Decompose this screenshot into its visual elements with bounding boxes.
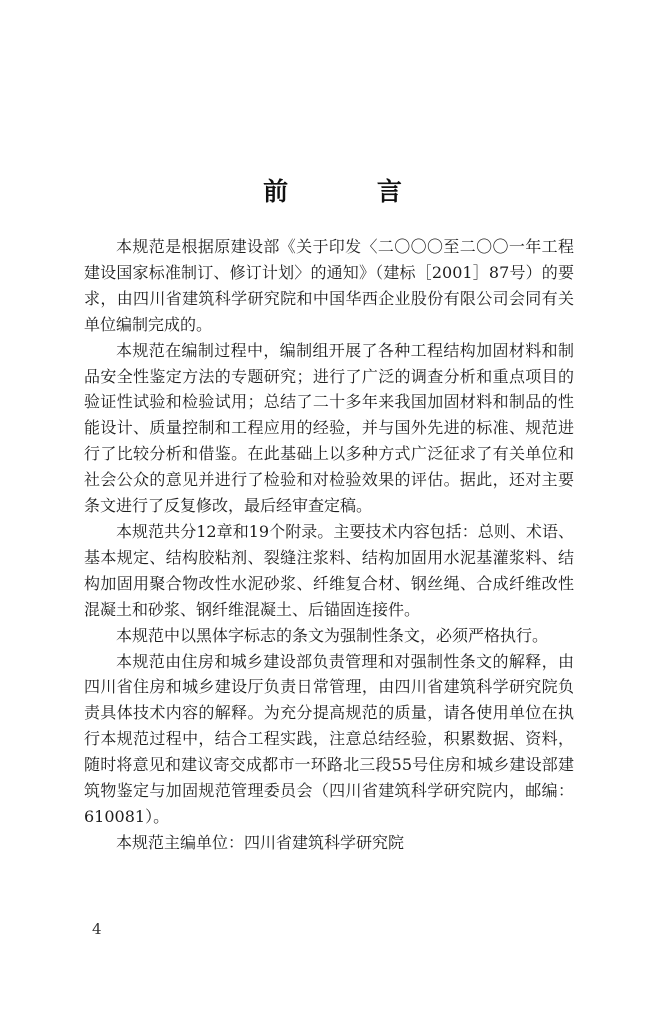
page-title: 前 言 [263, 177, 442, 206]
body-text [84, 234, 574, 856]
paragraph-chief-editor: 本规范主编单位：四川省建筑科学研究院 [116, 832, 405, 852]
paragraph-management: 本规范由住房和城乡建设部负责管理和对强制性条文的解释，由四川省住房和城乡建设厅负责日常管理，由四川省建筑科学研究院负责具体技术内容的解释。为充分提高规范的质量，请各使用单位在执行本规范过程中，结合工程实践，注意总结经验，积累数据、资料，随时将意见和建议寄交成都市一环路北三段55号住房和城乡建设部建筑物鉴定与加固规范管理委员会（四川省建筑科学研究院内，邮编：610081）。 [84, 651, 574, 826]
paragraph-compilation: 本规范在编制过程中，编制组开展了各种工程结构加固材料和制品安全性鉴定方法的专题研究；进行了广泛的调查分析和重点项目的验证性试验和检验试用；总结了二十多年来我国加固材料和制品的性能设计、质量控制和工程应用的经验，并与国外先进的标准、规范进行了比较分析和借鉴。在此基础上以多种方式广泛征求了有关单位和社会公众的意见并进行了检验和对检验效果的评估。据此，还对主要条文进行了反复修改，最后经审查定稿。 [84, 340, 574, 516]
paragraph-basis: 本规范是根据原建设部《关于印发〈二〇〇〇至二〇〇一年工程建设国家标准制订、修订计划〉的通知》（建标［2001］87号）的要求，由四川省建筑科学研究院和中国华西企业股份有限公司会同有关单位编制完成的。 [84, 237, 574, 334]
page-number: 4 [92, 920, 102, 938]
paragraph-mandatory-clauses: 本规范中以黑体字标志的条文为强制性条文，必须严格执行。 [116, 625, 549, 645]
paragraph-contents: 本规范共分12章和19个附录。主要技术内容包括：总则、术语、基本规定、结构胶粘剂、裂缝注浆料、结构加固用水泥基灌浆料、结构加固用聚合物改性水泥砂浆、纤维复合材、钢丝绳、合成纤维改性混凝土和砂浆、钢纤维混凝土、后锚固连接件。 [84, 521, 574, 619]
